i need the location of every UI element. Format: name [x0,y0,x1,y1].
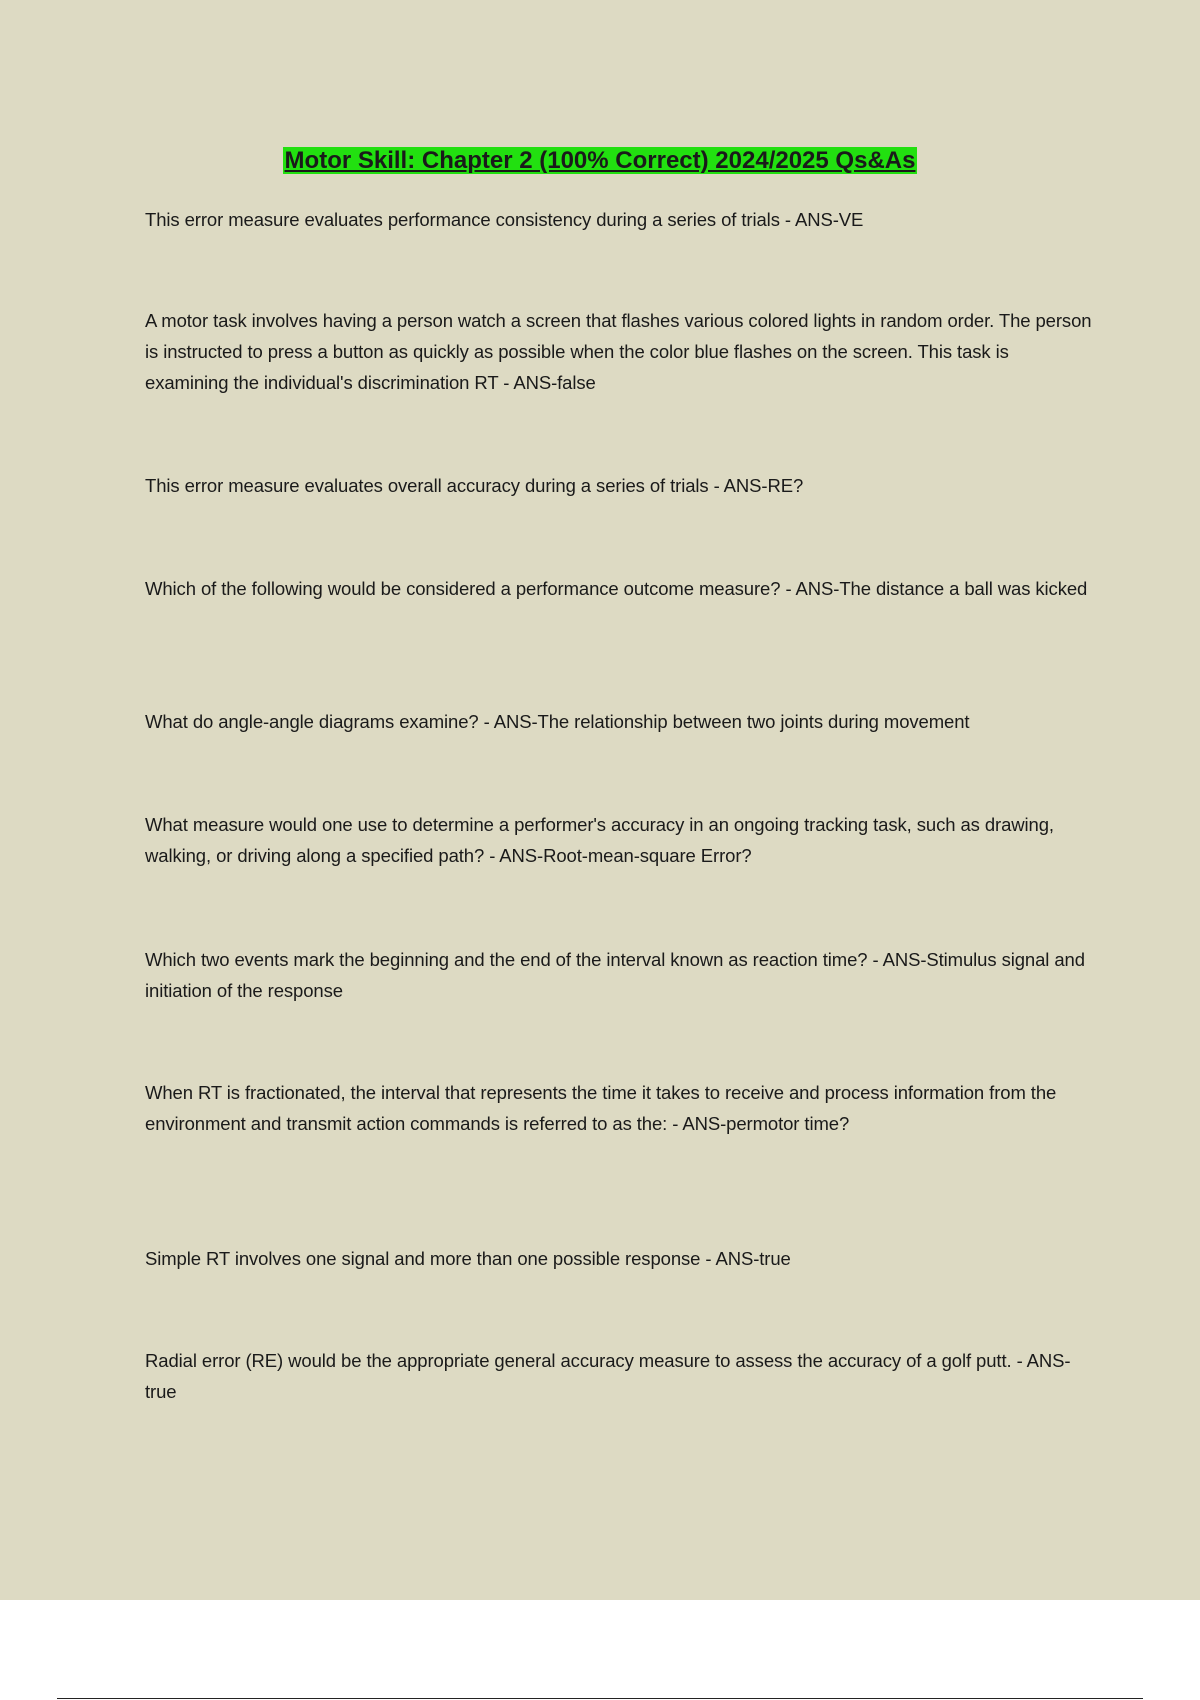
qa-item-2: A motor task involves having a person watch a screen that flashes various colored lights in random order. The person is instructed to press a button as quickly as possible when the color blue flashes on the screen. This task is examining the individual's discrimination RT - ANS-false [145,310,1092,393]
qa-item-7: Which two events mark the beginning and the end of the interval known as reaction time? - ANS-Stimulus signal and initiation of the response [145,949,1085,1001]
page-title-text: Motor Skill: Chapter 2 (100% Correct) 2024/2025 Qs&As [284,147,916,174]
qa-item-1: This error measure evaluates performance consistency during a series of trials - ANS-VE [145,209,864,230]
page-title [0,146,1200,176]
qa-item-8: When RT is fractionated, the interval that represents the time it takes to receive and process information from the environment and transmit action commands is referred to as the: - ANS-permotor time? [145,1082,1057,1134]
qa-item-4: Which of the following would be considered a performance outcome measure? - ANS-The distance a ball was kicked [145,578,1088,599]
qa-item-5: What do angle-angle diagrams examine? - ANS-The relationship between two joints during movement [145,711,970,732]
qa-item-3: This error measure evaluates overall accuracy during a series of trials - ANS-RE? [145,475,804,496]
qa-item-9: Simple RT involves one signal and more than one possible response - ANS-true [145,1248,791,1269]
qa-item-6: What measure would one use to determine a performer's accuracy in an ongoing tracking task, such as drawing, walking, or driving along a specified path? - ANS-Root-mean-square Error? [145,814,1054,866]
footer-divider [57,1698,1143,1699]
qa-item-10: Radial error (RE) would be the appropriate general accuracy measure to assess the accuracy of a golf putt. - ANS-true [145,1350,1071,1402]
